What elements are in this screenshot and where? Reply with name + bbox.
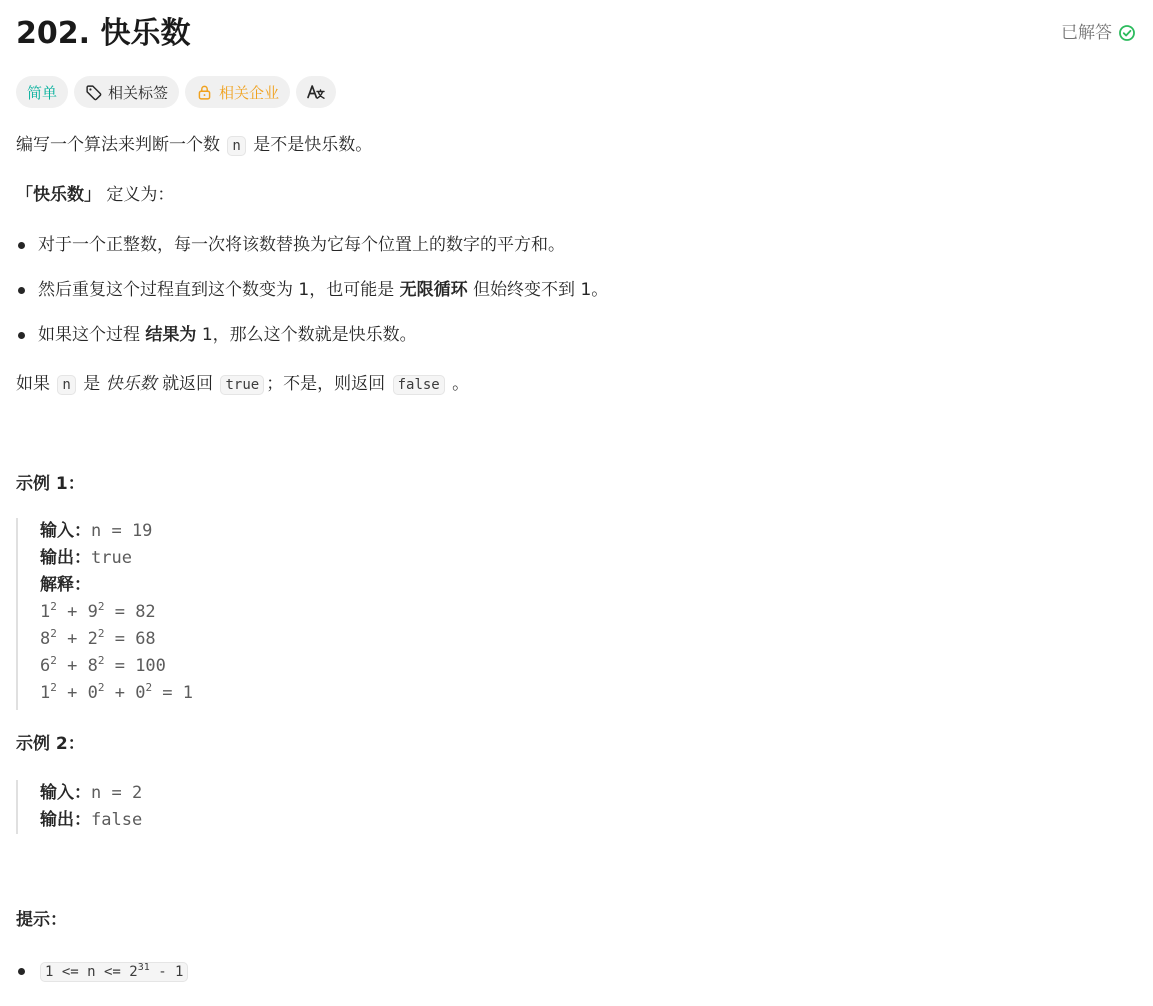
text: 对于一个正整数，每一次将该数替换为它每个位置上的数字的平方和。 xyxy=(38,235,565,255)
difficulty-label: 简单 xyxy=(27,83,58,102)
result: 82 xyxy=(135,602,156,622)
list-item xyxy=(16,230,608,260)
text: 是不是快乐数。 xyxy=(253,135,373,155)
exponent: 31 xyxy=(137,962,150,973)
output-label: 输出： xyxy=(40,548,91,568)
list-item xyxy=(16,275,608,305)
title-row xyxy=(16,0,1136,70)
output-label: 输出： xyxy=(40,810,91,830)
digit: 1 xyxy=(40,602,51,622)
tag-icon xyxy=(85,84,102,101)
difficulty-tag xyxy=(16,76,68,108)
input-value: n = 19 xyxy=(91,521,153,541)
inline-code: false xyxy=(393,375,445,395)
text: 然后重复这个过程直到这个数变为 1，也可能是 xyxy=(38,280,395,300)
inline-code: n xyxy=(57,375,75,395)
constraint-code xyxy=(40,962,188,982)
example-1-block xyxy=(16,518,193,710)
input-value: n = 2 xyxy=(91,783,143,803)
text: 编写一个算法来判断一个数 xyxy=(16,135,220,155)
topics-label: 相关标签 xyxy=(108,83,169,102)
constraint-text: - 1 xyxy=(149,964,184,980)
example-2-block xyxy=(16,780,142,834)
example-1-title: 示例 1： xyxy=(16,474,85,494)
list-item xyxy=(16,320,608,350)
exponent: 2 xyxy=(50,654,57,667)
result: 1 xyxy=(182,683,194,703)
inline-code: n xyxy=(227,136,245,156)
exponent: 2 xyxy=(50,627,57,640)
exponent: 2 xyxy=(97,600,105,613)
problem-title[interactable]: 202. 快乐数 xyxy=(16,16,191,51)
translate-icon xyxy=(306,82,326,102)
list-item xyxy=(16,956,190,986)
text: 是 xyxy=(83,374,101,394)
text: 1，那么这个数就是快乐数。 xyxy=(201,325,417,345)
text: ；不是，则返回 xyxy=(266,374,386,394)
example-line: $1^2 + 9^2 = 82$ xyxy=(40,600,156,622)
problem-page xyxy=(16,0,1136,980)
solved-label: 已解答 xyxy=(1061,23,1112,43)
solved-status xyxy=(1061,21,1136,45)
description-paragraph-2 xyxy=(16,180,174,210)
output-value: false xyxy=(91,810,143,830)
result: 68 xyxy=(135,629,156,649)
digit: 9 xyxy=(87,602,98,622)
text: 。 xyxy=(452,374,470,394)
text: 如果这个过程 xyxy=(38,325,140,345)
digit: 2 xyxy=(87,629,98,649)
exponent: 2 xyxy=(97,627,105,640)
example-line xyxy=(40,545,193,572)
example-line: $1^2 + 0^2 + 0^2 = 1$ xyxy=(40,681,194,703)
bold-text: 结果为 xyxy=(145,325,197,345)
description-paragraph-3 xyxy=(16,369,469,400)
example-line xyxy=(40,807,142,834)
description-paragraph-1 xyxy=(16,130,372,161)
example-2-title: 示例 2： xyxy=(16,734,85,754)
digit: 6 xyxy=(40,656,51,676)
tag-bar xyxy=(16,76,336,108)
exponent: 2 xyxy=(97,681,105,694)
rules-list xyxy=(16,230,608,365)
input-label: 输入： xyxy=(40,783,91,803)
exponent: 2 xyxy=(50,600,57,613)
result: 100 xyxy=(135,656,166,676)
check-circle-icon xyxy=(1118,24,1136,42)
example-line: $6^2 + 8^2 = 100$ xyxy=(40,654,166,676)
exponent: 2 xyxy=(97,654,105,667)
constraint-text: 1 <= n <= 2 xyxy=(45,964,138,980)
digit: 8 xyxy=(87,656,98,676)
input-label: 输入： xyxy=(40,521,91,541)
example-line xyxy=(40,518,193,545)
text: 就返回 xyxy=(162,374,214,394)
bold-text: 无限循环 xyxy=(399,280,468,300)
example-line: $8^2 + 2^2 = 68$ xyxy=(40,627,156,649)
inline-code: true xyxy=(220,375,264,395)
text: 定义为： xyxy=(106,185,175,205)
companies-label: 相关企业 xyxy=(219,83,280,102)
constraints-list xyxy=(16,956,190,986)
digit: 0 xyxy=(135,683,146,703)
output-value: true xyxy=(91,548,132,568)
text: 但始终变不到 1。 xyxy=(473,280,609,300)
example-line xyxy=(40,780,142,807)
exponent: 2 xyxy=(145,681,153,694)
companies-tag-button[interactable] xyxy=(185,76,290,108)
bold-text: 「快乐数」 xyxy=(16,185,101,205)
explain-label: 解释： xyxy=(40,575,91,595)
lock-icon xyxy=(196,84,213,101)
digit: 0 xyxy=(87,683,98,703)
topics-tag-button[interactable] xyxy=(74,76,179,108)
translate-button[interactable] xyxy=(296,76,336,108)
digit: 1 xyxy=(40,683,51,703)
digit: 8 xyxy=(40,629,51,649)
text: 如果 xyxy=(16,374,50,394)
exponent: 2 xyxy=(50,681,57,694)
example-line xyxy=(40,572,193,599)
italic-text: 快乐数 xyxy=(105,374,157,394)
hints-title: 提示： xyxy=(16,910,67,930)
